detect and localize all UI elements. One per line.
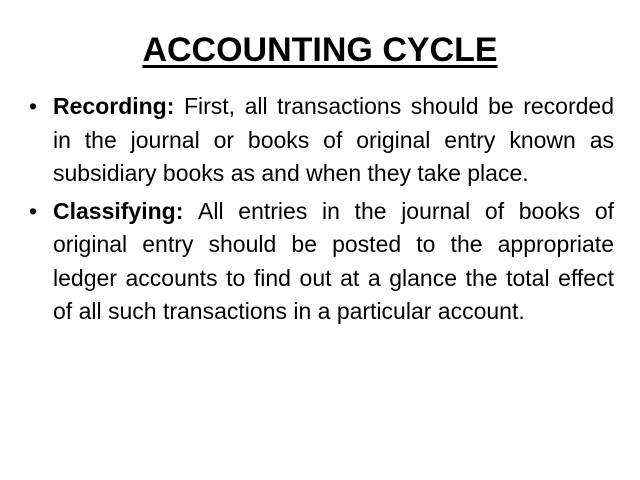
slide-title: ACCOUNTING CYCLE [142,31,498,69]
bullet-term: Classifying: [53,197,199,224]
bullet-text: All entries in the journal of books of original entry should be posted to the appropriate ledger accounts to find out at a glance the total effect of all such transactions in a particular account. [53,197,614,324]
bullet-text: First, all transactions should be recorded in the journal or books of original entry known as subsidiary books as and when they take place. [53,93,615,186]
bullet-item-classifying [28,195,614,329]
bullet-icon: • [29,197,38,224]
bullet-item-recording [28,90,614,191]
bullet-icon: • [29,93,38,119]
bullet-term: Recording: [53,93,184,119]
bullet-list [28,90,614,333]
